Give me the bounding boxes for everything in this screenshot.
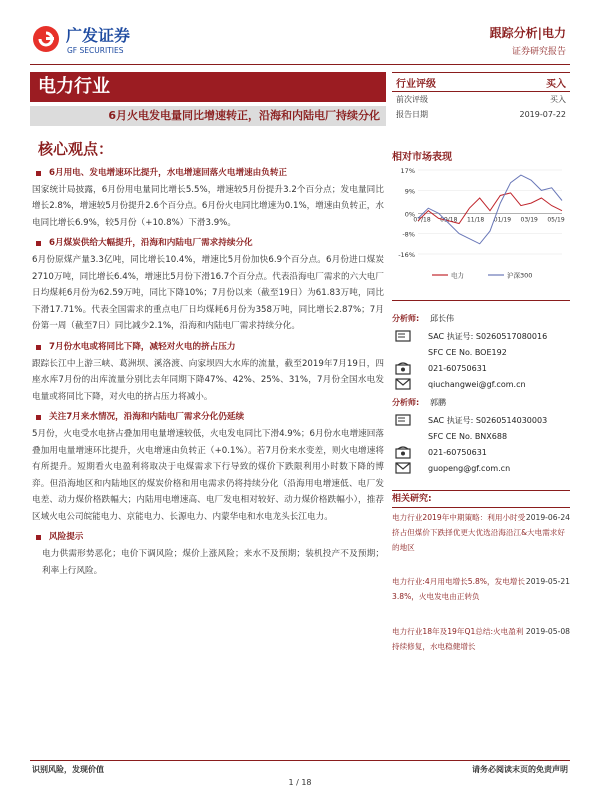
- brand-cn: 广发证券: [66, 26, 131, 45]
- mail-icon: [392, 462, 414, 474]
- section-body: 跟踪长江中上游三峡、葛洲坝、溪洛渡、向家坝四大水库的流量，截至2019年7月19日，四座水库7月份的出库流量分别比去年同期下降47%、42%、25%、31%，7月份全国水电发电量或将同比下降，对火电的挤占压力将减小。: [32, 358, 384, 402]
- y-tick-label: -16%: [398, 251, 415, 259]
- x-tick-label: 03/19: [520, 216, 538, 224]
- x-tick-label: 09/18: [440, 216, 458, 224]
- rating-box: [392, 72, 570, 122]
- report-type: 跟踪分析|电力: [489, 26, 566, 40]
- brand-en: GF SECURITIES: [67, 46, 124, 55]
- x-tick-label: 07/18: [413, 216, 431, 224]
- bullet-icon: [36, 241, 41, 246]
- analyst-email[interactable]: guopeng@gf.com.cn: [428, 463, 511, 473]
- related-item[interactable]: [392, 510, 570, 555]
- section-body: 电力供需形势恶化；电价下调风险；煤价上涨风险；来水不及预期；装机投产不及预期；利率上行风险。: [42, 549, 384, 576]
- footer-disclaimer: 请务必阅读末页的免责声明: [472, 765, 568, 774]
- rating-row-label: 报告日期: [396, 110, 428, 119]
- certificate-icon: [392, 330, 414, 342]
- analyst-phone: 021-60750631: [428, 363, 487, 373]
- rating-row-label: 前次评级: [396, 95, 428, 104]
- certificate-icon: [392, 414, 414, 426]
- page-number: 1 / 18: [288, 778, 312, 787]
- analyst-phone: 021-60750631: [428, 447, 487, 457]
- series-line-0: [418, 193, 565, 224]
- phone-icon: [392, 445, 414, 459]
- x-tick-label: 05/19: [547, 216, 565, 224]
- analyst-sfc: SFC CE No. BOE192: [428, 347, 507, 357]
- rating-row-value: 买入: [550, 95, 566, 104]
- market-chart-title: 相对市场表现: [392, 152, 452, 163]
- footer-slogan: 识别风险，发现价值: [32, 765, 104, 774]
- analyst-email-row[interactable]: [392, 458, 570, 478]
- chart-divider: [392, 300, 570, 301]
- rating-row-value: 2019-07-22: [519, 110, 566, 119]
- header-divider: [30, 64, 570, 65]
- bullet-icon: [36, 535, 41, 540]
- analyst-name-row: [392, 392, 570, 412]
- related-text[interactable]: 电力行业:4月用电增长5.8%，发电增长3.8%，火电发电由正转负: [392, 577, 525, 601]
- bullet-icon: [36, 415, 41, 420]
- section-body: 6月份原煤产量3.3亿吨，同比增长10.4%，增速比5月份加快6.9个百分点。6月份进口煤炭2710万吨，同比增长6.4%，增速比5月份下滑16.7个百分点。代表沿海电厂需求的六大电厂日均煤耗6月份为62.59万吨，同比下降10%；7月份以来（截至19日）为61.83万吨，同比下滑17.71%。代表全国需求的重点电厂日均煤耗6月份为358万吨，同比增长2.87%；7月份第一周（截至7日）同比减少2.1%，沿海和内陆电厂需求持续分化。: [32, 254, 384, 332]
- analyst-name: 郭鹏: [430, 397, 446, 407]
- analyst-email[interactable]: qiuchangwei@gf.com.cn: [428, 379, 526, 389]
- related-date: 2019-06-24: [525, 513, 570, 522]
- related-text[interactable]: 电力行业18年及19年Q1总结:火电盈利持续修复，水电稳健增长: [392, 627, 524, 651]
- section-heading: 风险提示: [32, 529, 384, 546]
- y-tick-label: 17%: [400, 167, 415, 175]
- analyst-name-row: [392, 308, 570, 328]
- footer-divider: [30, 760, 570, 761]
- key-points-body: [32, 163, 384, 579]
- bullet-icon: [36, 171, 41, 176]
- gf-securities-logo: [30, 22, 220, 56]
- section-heading: 关注7月来水情况，沿海和内陆电厂需求分化仍延续: [32, 409, 384, 426]
- key-points-title: 核心观点：: [38, 140, 114, 158]
- section-body: 国家统计局披露，6月份用电量同比增长5.5%，增速较5月份提升3.2个百分点；发电量同比增长2.8%，增速较5月份提升2.6个百分点。6月份火电同比增速为0.1%，增速由负转正，水电同比增长6.9%，较5月份（+10.8%）下滑3.9%。: [32, 184, 384, 228]
- y-tick-label: 0%: [404, 210, 415, 219]
- analyst-label: 分析师:: [392, 313, 420, 323]
- related-item[interactable]: [392, 624, 570, 654]
- bullet-icon: [36, 345, 41, 350]
- related-research-title: 相关研究:: [392, 490, 570, 508]
- related-item[interactable]: [392, 574, 570, 604]
- analyst-name: 邱长伟: [430, 313, 454, 323]
- industry-title: 电力行业: [30, 72, 386, 102]
- report-headline: 6月火电发电量同比增速转正，沿海和内陆电厂持续分化: [30, 106, 386, 126]
- analyst-sac: SAC 执证号: S0260514030003: [428, 415, 548, 425]
- analyst-sac: SAC 执证号: S0260517080016: [428, 331, 548, 341]
- analyst-sfc: SFC CE No. BNX688: [428, 431, 508, 441]
- legend-label-power: 电力: [451, 271, 464, 280]
- analyst-email-row[interactable]: [392, 374, 570, 394]
- related-date: 2019-05-08: [525, 627, 570, 636]
- mail-icon: [392, 378, 414, 390]
- x-tick-label: 01/19: [493, 216, 512, 224]
- y-tick-label: 9%: [404, 187, 415, 196]
- section-heading: 6月用电、发电增速环比提升，水电增速回落火电增速由负转正: [32, 165, 384, 182]
- legend-label-hs300: 沪深300: [507, 271, 533, 280]
- related-text[interactable]: 电力行业2019年中期策略：利用小时受挤占但煤价下跌择优更大优选沿海沿江&大电需求好的地区: [392, 513, 565, 552]
- analyst-label: 分析师:: [392, 397, 420, 407]
- rating-title: 行业评级: [396, 78, 436, 90]
- section-heading: 6月煤炭供给大幅提升，沿海和内陆电厂需求持续分化: [32, 235, 384, 252]
- rating-header: [392, 72, 570, 92]
- x-tick-label: 11/18: [466, 216, 485, 224]
- related-date: 2019-05-21: [525, 577, 570, 586]
- report-type-block: [490, 24, 566, 57]
- rating-value: 买入: [546, 78, 566, 90]
- y-tick-label: -8%: [402, 230, 415, 239]
- report-sub: 证券研究报告: [511, 47, 566, 57]
- phone-icon: [392, 361, 414, 375]
- section-heading: 7月份水电或将同比下降，减轻对火电的挤占压力: [32, 339, 384, 356]
- section-body: 5月份，火电受水电挤占叠加用电量增速较低，火电发电同比下滑4.9%；6月份水电增速回落叠加用电量增速环比提升，火电增速由负转正（+0.1%）。若7月份来水变差，则火电增速将有所提升。短期看火电盈利将取决于电煤需求下行导致的煤价下跌限利用小时数下降的博弈。但沿海地区和内陆地区的煤炭价格和用电需求仍将持续分化（沿海用电增速低、电厂发电差、动力煤价格跌幅大；内陆用电增速高、电厂发电相对较好、动力煤价格跌幅小），推荐区域火电公司皖能电力、京能电力、长源电力、内蒙华电和水电龙头长江电力。: [32, 428, 384, 522]
- rating-row: [392, 92, 570, 107]
- rating-row: [392, 107, 570, 122]
- market-performance-chart: [392, 162, 570, 284]
